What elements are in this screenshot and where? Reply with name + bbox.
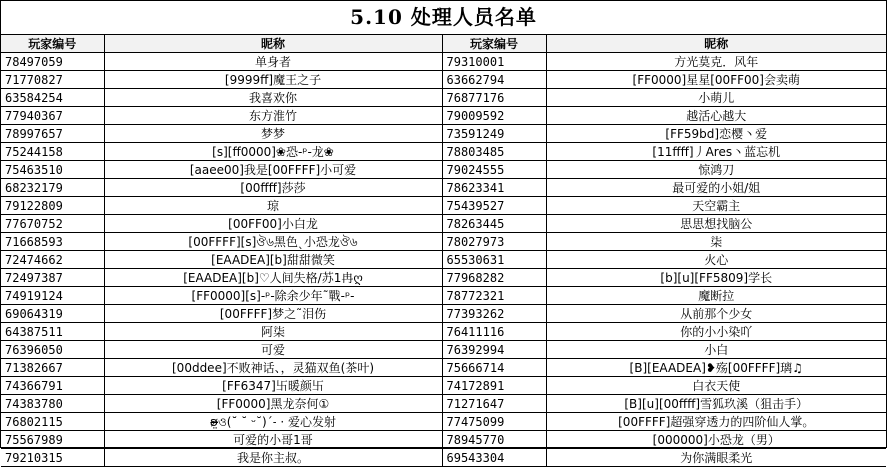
player-id-cell: 76411116 — [442, 323, 546, 341]
player-id-cell: 77968282 — [442, 269, 546, 287]
nickname-cell: 单身者 — [104, 53, 442, 71]
nickname-cell: 越活心越大 — [546, 107, 886, 125]
player-id-cell: 72497387 — [1, 269, 104, 287]
table-row — [1, 215, 886, 233]
nickname-cell: 小白 — [546, 341, 886, 359]
nickname-cell: [9999ff]魔王之子 — [104, 71, 442, 89]
player-id-cell: 65530631 — [442, 251, 546, 269]
player-id-cell: 78997657 — [1, 125, 104, 143]
table-row — [1, 359, 886, 377]
nickname-cell: [11ffff]丿Ares丶蓝忘机 — [546, 143, 886, 161]
player-id-cell: 77940367 — [1, 107, 104, 125]
table-row — [1, 89, 886, 107]
nickname-cell: [00FFFF]超强穿透力的四阶仙人掌。 — [546, 413, 886, 431]
nickname-cell: 可爱 — [104, 341, 442, 359]
player-id-cell: 74172891 — [442, 377, 546, 395]
table-row — [1, 269, 886, 287]
nickname-cell: [000000]小恐龙（男） — [546, 431, 886, 449]
nickname-cell: 柒 — [546, 233, 886, 251]
nickname-cell: [B][u][00ffff]雪狐玖溪（狙击手） — [546, 395, 886, 413]
player-id-cell: 77670752 — [1, 215, 104, 233]
player-id-cell: 63662794 — [442, 71, 546, 89]
player-id-cell: 79310001 — [442, 53, 546, 71]
header-nickname-right: 昵称 — [546, 35, 886, 53]
nickname-cell: [aaee00]我是[00FFFF]小可爱 — [104, 161, 442, 179]
player-id-cell: 74383780 — [1, 395, 104, 413]
table-row — [1, 161, 886, 179]
table-row — [1, 197, 886, 215]
nickname-cell: [EAADEA][b]甜甜微笑 — [104, 251, 442, 269]
player-id-cell: 75244158 — [1, 143, 104, 161]
nickname-cell: 你的小小染吖 — [546, 323, 886, 341]
nickname-cell: [EAADEA][b]♡人间失格/苏1冉ღ — [104, 269, 442, 287]
nickname-cell: 火心 — [546, 251, 886, 269]
table-row — [1, 71, 886, 89]
sheet-title: 5.10 处理人员名单 — [1, 1, 886, 35]
nickname-cell: [00FF00]小白龙 — [104, 215, 442, 233]
player-id-cell: 74919124 — [1, 287, 104, 305]
table-row — [1, 143, 886, 161]
nickname-cell: 小萌儿 — [546, 89, 886, 107]
player-id-cell: 71770827 — [1, 71, 104, 89]
player-id-cell: 75463510 — [1, 161, 104, 179]
nickname-cell: [b][u][FF5809]学长 — [546, 269, 886, 287]
player-id-cell: 79024555 — [442, 161, 546, 179]
header-row — [1, 35, 886, 53]
player-id-cell: 78772321 — [442, 287, 546, 305]
table-row — [1, 179, 886, 197]
nickname-cell: 琼 — [104, 197, 442, 215]
player-id-cell: 75666714 — [442, 359, 546, 377]
nickname-cell: [00ddee]不败神话、，灵猫双鱼(茶叶) — [104, 359, 442, 377]
nickname-cell: 梦梦 — [104, 125, 442, 143]
player-id-cell: 78803485 — [442, 143, 546, 161]
header-player-id-right: 玩家编号 — [442, 35, 546, 53]
player-id-cell: 76396050 — [1, 341, 104, 359]
player-table — [1, 35, 886, 467]
nickname-cell: 从前那个少女 — [546, 305, 886, 323]
nickname-cell: [FF0000][s]-ᵖ-除余少年˜戰-ᵖ- — [104, 287, 442, 305]
table-row — [1, 53, 886, 71]
nickname-cell: 可爱的小哥1哥 — [104, 431, 442, 449]
player-id-cell: 63584254 — [1, 89, 104, 107]
player-id-cell: 78263445 — [442, 215, 546, 233]
player-id-cell: 71668593 — [1, 233, 104, 251]
player-id-cell: 75567989 — [1, 431, 104, 449]
table-row — [1, 305, 886, 323]
player-id-cell: 77475099 — [442, 413, 546, 431]
player-id-cell: 71271647 — [442, 395, 546, 413]
table-row — [1, 449, 886, 467]
player-id-cell: 71382667 — [1, 359, 104, 377]
nickname-cell: 阿柒 — [104, 323, 442, 341]
table-row — [1, 251, 886, 269]
player-id-cell: 69543304 — [442, 449, 546, 467]
player-id-cell: 73591249 — [442, 125, 546, 143]
table-row — [1, 431, 886, 449]
nickname-cell: [00FFFF]梦之˜泪伤 — [104, 305, 442, 323]
nickname-cell: 思思想找脑公 — [546, 215, 886, 233]
player-id-cell: 78623341 — [442, 179, 546, 197]
nickname-cell: [FF59bd]恋樱丶爱 — [546, 125, 886, 143]
nickname-cell: [00FFFF][s]ঔ৬黑色ˎ小恐龙ঔ৬ — [104, 233, 442, 251]
table-row — [1, 287, 886, 305]
player-id-cell: 76877176 — [442, 89, 546, 107]
player-id-cell: 77393262 — [442, 305, 546, 323]
player-id-cell: 64387511 — [1, 323, 104, 341]
nickname-cell: [B][EAADEA]❥殇[00FFFF]璃♫ — [546, 359, 886, 377]
nickname-cell: [00ffff]莎莎 — [104, 179, 442, 197]
nickname-cell: 最可爱的小姐/姐 — [546, 179, 886, 197]
nickname-cell: 天空霸主 — [546, 197, 886, 215]
player-id-cell: 78027973 — [442, 233, 546, 251]
nickname-cell: 我是你主叔。 — [104, 449, 442, 467]
table-row — [1, 107, 886, 125]
player-id-cell: 68232179 — [1, 179, 104, 197]
table-row — [1, 125, 886, 143]
nickname-cell: 方光莫克．风年 — [546, 53, 886, 71]
player-id-cell: 74366791 — [1, 377, 104, 395]
table-row — [1, 413, 886, 431]
player-id-cell: 79122809 — [1, 197, 104, 215]
nickname-cell: [FF0000]星星[00FF00]会卖萌 — [546, 71, 886, 89]
nickname-cell: 我喜欢你 — [104, 89, 442, 107]
table-row — [1, 395, 886, 413]
player-id-cell: 76392994 — [442, 341, 546, 359]
player-id-cell: 79009592 — [442, 107, 546, 125]
player-id-cell: 79210315 — [1, 449, 104, 467]
player-id-cell: 78497059 — [1, 53, 104, 71]
nickname-cell: 为你满眼柔光 — [546, 449, 886, 467]
nickname-cell: ʚ̴̶̷̤ও(˘ ˘ ᵕ˘)ˊ˗ · 爱心发射 — [104, 413, 442, 431]
player-id-cell: 78945770 — [442, 431, 546, 449]
table-row — [1, 233, 886, 251]
nickname-cell: 白衣天使 — [546, 377, 886, 395]
nickname-cell: [FF0000]黑龙奈何① — [104, 395, 442, 413]
nickname-cell: [s][ff0000]❀恐-ᵖ-龙❀ — [104, 143, 442, 161]
player-id-cell: 72474662 — [1, 251, 104, 269]
header-player-id-left: 玩家编号 — [1, 35, 104, 53]
table-row — [1, 341, 886, 359]
nickname-cell: 东方淮竹 — [104, 107, 442, 125]
nickname-cell: [FF6347]卐暖颜卐 — [104, 377, 442, 395]
header-nickname-left: 昵称 — [104, 35, 442, 53]
table-row — [1, 323, 886, 341]
table-row — [1, 377, 886, 395]
player-id-cell: 76802115 — [1, 413, 104, 431]
nickname-cell: 魔断拉 — [546, 287, 886, 305]
player-id-cell: 75439527 — [442, 197, 546, 215]
nickname-cell: 惊鸿刀 — [546, 161, 886, 179]
player-id-cell: 69064319 — [1, 305, 104, 323]
